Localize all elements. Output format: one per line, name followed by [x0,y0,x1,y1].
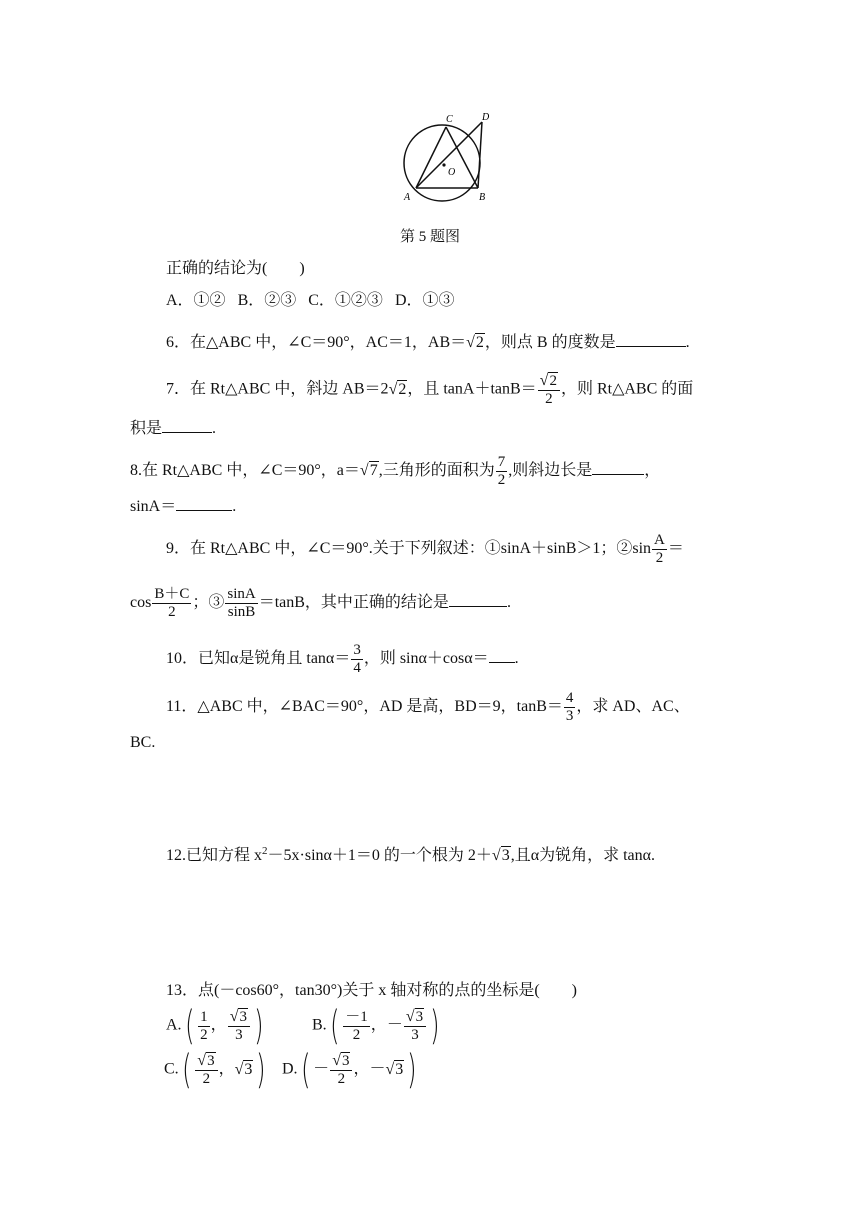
q13-option-c: C.( $\frac{√3}{2}$ ，√3 ) [164,1047,266,1093]
question-8 [130,454,860,489]
figure-q5 [395,108,505,208]
answer-blank[interactable] [449,590,507,607]
q7-text-2: ，且 tanA＋tanB＝ [407,380,537,398]
sqrt-2: √2 [466,334,484,351]
q10-text-2: ，则 sinα＋cosα＝ [363,650,489,668]
q10-end: . [514,650,519,668]
q9-text-2: cos [130,594,152,612]
superscript: 2 [262,845,268,857]
question-11 [166,690,860,725]
q12-text: 12.已知方程 x [166,847,263,864]
q5-option-a: A．①② [166,292,226,309]
q9-end: . [506,594,511,612]
q13-option-d: D.( － $\frac{√3}{2}$ ，－√3 ) [282,1047,417,1093]
answer-blank[interactable] [489,646,515,663]
center-point [442,163,445,166]
q8-text-2: ,三角形的面积为 [378,462,495,480]
option-label: D. [282,1060,298,1078]
question-13: 13．点(－cos60°，tan30°)关于 x 轴对称的点的坐标是( ) [166,982,577,999]
answer-blank[interactable] [592,458,644,475]
q6-end: . [685,334,690,351]
question-9 [166,532,860,567]
answer-blank[interactable] [176,494,232,511]
option-label: A. [166,1016,182,1034]
q9-text: 9．在 Rt△ABC 中，∠C＝90°.关于下列叙述：①sinA＋sinB＞1；②sin [166,540,652,558]
q10-text: 10．已知α是锐角且 tanα＝ [166,650,351,668]
q7-text: 7．在 Rt△ABC 中，斜边 AB＝2 [166,380,389,398]
q5-option-b: B．②③ [237,292,297,309]
fraction: $\frac{B+C}{2}$ [154,586,190,620]
q5-option-c: C．①②③ [308,292,383,309]
question-8-line-2 [130,494,860,518]
q5-option-d: D．①③ [394,292,455,309]
label-d: D [482,112,490,123]
q12-text-2: －5x·sinα＋1＝0 的一个根为 2＋ [267,847,492,864]
figure-caption: 第 5 题图 [399,229,460,245]
q8-text-4: sinA＝ [130,498,177,515]
q8-text: 8.在 Rt△ABC 中，∠C＝90°，a＝ [130,462,360,480]
q11-text-2: ，求 AD、AC、 [576,698,690,716]
question-11-line-2: BC. [130,734,156,751]
q7-text-4: 积是 [130,420,163,437]
q9-text-4: ＝tanB，其中正确的结论是 [258,594,449,612]
option-label: C. [164,1060,179,1078]
q6-text-2: ，则点 B 的度数是 [484,334,616,351]
q8-end: ， [644,462,661,480]
sqrt-7: √7 [359,462,378,480]
fraction: $\frac{A}{2}$ [654,532,665,566]
q7-text-3: ，则 Rt△ABC 的面 [560,380,694,398]
q12-text-3: ,且α为锐角，求 tanα. [510,847,656,864]
fraction: $\frac{√2}{2}$ [538,372,560,408]
segment-cb [446,127,478,188]
sqrt-2: √2 [388,380,407,398]
sqrt-3: √3 [491,847,510,864]
question-10 [166,642,860,677]
circle-diagram [395,108,505,208]
label-b: B [479,192,486,203]
question-9-line-2 [130,586,860,621]
q13-option-b: B.( $\frac{-1}{2}$ ，－ $\frac{√3}{3}$ ) [312,1003,440,1049]
q7-end: . [212,420,217,437]
label-o: O [448,167,456,178]
q9-text-3: ；③ [192,594,225,612]
label-a: A [404,192,411,203]
q6-text: 6．在△ABC 中，∠C＝90°，AC＝1，AB＝ [166,334,467,351]
question-12 [166,840,860,867]
segment-ac [416,127,446,188]
q13-option-a: A.( $\frac{1}{2}$ ， $\frac{√3}{3}$ ) [166,1003,264,1049]
q5-prompt: 正确的结论为( ) [166,260,305,277]
q5-options [166,290,860,312]
question-6 [166,330,860,354]
answer-blank[interactable] [616,330,686,347]
question-7 [166,372,860,408]
question-7-line-2 [130,416,860,440]
label-c: C [446,114,453,125]
answer-blank[interactable] [162,416,212,433]
fraction: $\frac{4}{3}$ [565,690,574,724]
q9-eq: ＝ [667,540,684,558]
q8-text-3: ,则斜边长是 [508,462,593,480]
option-label: B. [312,1016,327,1034]
fraction: $\frac{\sin A}{\sin B}$ [227,586,256,620]
q11-text: 11．△ABC 中，∠BAC＝90°，AD 是高，BD＝9，tanB＝ [166,698,563,716]
fraction: $\frac{7}{2}$ [497,454,506,488]
fraction: $\frac{3}{4}$ [353,642,361,676]
q8-end-2: . [232,498,237,515]
